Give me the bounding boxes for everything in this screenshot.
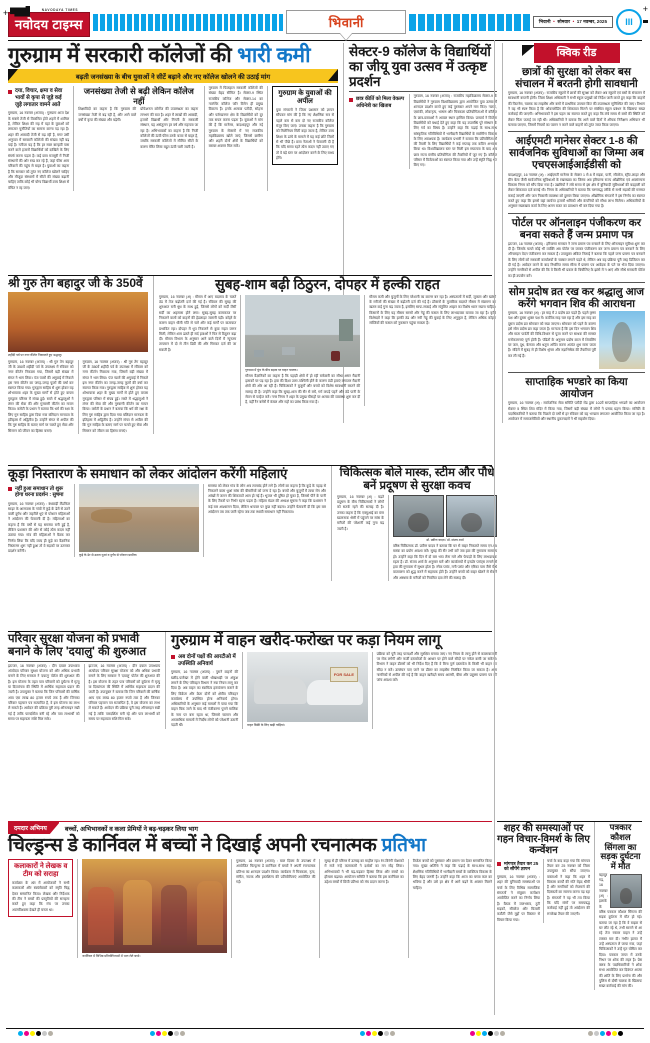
bullet-square-icon — [8, 90, 12, 94]
guru-text-b: गुरुग्राम, 16 नवम्बर (अजय) : श्री गुरु तेग बहादुर जी के 350वें शहीदी पर्व के उपलक्ष्य में रविवार को नगर कीर्तन निकाला गया, जिसमें बड़ी संख्या में संगत ने भाग लिया। पंज प्यारों की अगुवाई में निकले इस नगर कीर्तन का जगह-जगह फूलों की वर्षा कर स्वागत किया गया। गुरुद्वारा साहिब से शुरू होकर यह शोभायात्रा शहर के मुख्य मार्गों से होते हुए वापस गुरुद्वारा परिसर में संपन्न हुई। रास्ते में श्रद्धालुओं ने लंगर की सेवा की और गुरबाणी कीर्तन का गायन किया। कमेटी के प्रधान ने बताया कि धर्म की रक्षा के लिए गुरु साहिब द्वारा दिया गया बलिदान मानवता के इतिहास में अद्वितीय है। उन्होंने संगत से अपील की कि गुरु साहिब के बताए मार्ग पर चलते हुए सेवा और सिमरन को जीवन का हिस्सा बनाएं। — [82, 359, 148, 433]
footer-rule — [6, 1028, 644, 1029]
convention-headline: शहर की समस्याओं पर गहन विचार-विमर्श के लिए कन्वेंशन — [497, 823, 590, 857]
waste-photo-col — [79, 484, 199, 557]
vehicle-photo-col — [247, 652, 367, 729]
doctors-col2: वरिष्ठ चिकित्सक डॉ. प्रवीण यादव ने बताया कि घर से बाहर निकलते समय एन-95 मास्क का प्रयोग अवश्य करें। सुबह की सैर तभी करें जब हवा की गुणवत्ता सामान्य हो। उन्होंने कहा कि दिन में दो बार भाप लेना गले और फेफड़ों के लिए लाभदायक रहता है। डॉ. संजय शर्मा के अनुसार घरों और कार्यालयों में इनडोर प्लांट्स लगाने से हवा की गुणवत्ता में सुधार होता है। स्नेक प्लांट, मनी प्लांट और एरिका पाम जैसे पौधे वातावरण को शुद्ध करने में सहायक होते हैं। उन्होंने बच्चों को बाहर खेलने से रोकने और अस्थमा के मरीजों को नियमित दवा लेने की सलाह दी। — [393, 543, 497, 580]
journalist-text: बहादुरगढ़, 16 नवम्बर (अ) : इलाके के वरिष्ठ पत्रकार कौशल सिंगला की सड़क दुर्घटना में मौत हो गई। बताया जा रहा है कि वे बाइक से घर लौट रहे थे, तभी सामने से आ रहे तेज रफ्तार वाहन ने उन्हें टक्कर मार दी। गंभीर हालत में उन्हें अस्पताल ले जाया गया, जहां चिकित्सकों ने उन्हें मृत घोषित कर दिया। पत्रकार जगत में उनके निधन पर शोक की लहर है। प्रेस क्लब के पदाधिकारियों ने शोक सभा आयोजित कर दिवंगत आत्मा की शांति के लिए प्रार्थना की और पुलिस से दोषी चालक के खिलाफ सख्त कार्रवाई की मांग की। — [599, 872, 642, 989]
carnival-story — [8, 822, 492, 958]
lead-box — [272, 86, 338, 191]
waste-col2: समस्या को लेकर गांव के लोग अब लामबंद होने लगे हैं। लोगों का कहना है कि कूड़े के पहाड़ से निकलने वाला धुआं सांस की बीमारियों को जन्म दे रहा है। बच्चों और बुजुर्गों में त्वचा रोग और आंखों में जलन की शिकायतें आम हो गई हैं। भूजल भी दूषित हो चुका है, जिससे पीने के पानी के लिए टैंकरों पर निर्भर रहना पड़ता है। महिला मंडल की अध्यक्ष सुषमा ने कहा कि प्रशासन ने कई बार आश्वासन दिया, लेकिन धरातल पर कुछ नहीं बदला। उन्होंने चेतावनी दी कि इस बार आंदोलन तब तक जारी रहेगा जब तक स्थायी समाधान नहीं निकलता। — [208, 483, 326, 515]
bullet-square-icon — [349, 98, 353, 102]
dateline-city: भिवानी — [538, 19, 551, 24]
right-column-divider — [494, 40, 495, 1015]
doctors-story — [337, 466, 497, 581]
carnival-col3: विजेता बच्चों को पुरस्कार और प्रमाण पत्र देकर सम्मानित किया गया। मुख्य अतिथि ने कहा कि पढ़ाई के साथ-साथ सह-शैक्षणिक गतिविधियों में भागीदारी बच्चों के व्यक्तित्व विकास के लिए बेहद जरूरी है। उन्होंने कहा कि आज का बच्चा कल का भविष्य है और उसे हर क्षेत्र में आगे बढ़ने के अवसर मिलने चाहिए। — [412, 858, 493, 890]
carnival-col2: सुबह से ही परिसर में उत्साह का माहौल रहा। रंग-बिरंगी पोशाकों में सजे नन्हे कलाकारों ने दर्शकों का मन मोह लिया। अभिभावकों ने भी बढ़-चढ़कर हिस्सा लिया और बच्चों का हौसला बढ़ाया। आयोजन समिति ने बताया कि इस कार्निवल का उद्देश्य बच्चों में छिपी प्रतिभा को मंच प्रदान करना है। — [324, 858, 404, 885]
masthead — [3, 0, 648, 39]
doctors-caption: डॉ. प्रवीण यादव / डॉ. संजय शर्मा — [426, 537, 464, 542]
landfill-photo — [79, 484, 199, 552]
weather-col1: गुरुग्राम, 16 नवम्बर (अ) : मौसम में आए बदलाव के चलते ठंड में तेज बढ़ोतरी दर्ज की गई है। रविवार की सुबह की शुरुआत घनी धुंध के साथ हुई, जिससे लोगों को सर्दी जैसी सर्दी का अहसास होने लगा। सुबह-सुबह कामकाज पर निकलने वालों को वाहनों की हेडलाइट जलानी पड़ी। कोहरे के कारण वाहन धीमी गति से चले और कई मार्गों पर यातायात प्रभावित रहा। दोपहर में धूप निकलने से कुछ राहत जरूर मिली, लेकिन शाम ढलते ही सर्द हवाओं ने फिर से ठिठुरन बढ़ा दी। मौसम विभाग के अनुसार आने वाले दिनों में न्यूनतम तापमान में दो से तीन डिग्री की और गिरावट दर्ज की जा सकती है। — [159, 294, 237, 352]
lead-col3-text: गुरुग्राम में फिलहाल सरकारी कॉलेजों की संख्या बेहद सीमित है। सेक्टर-9 स्थित राजकीय कॉलेज और सेक्टर-14 का गवर्नमेंट कॉलेज फॉर विमेन ही प्रमुख विकल्प हैं। इनके अलावा पटौदी, सोहना और फर्रुखनगर क्षेत्र के विद्यार्थियों को दूर तक सफर करना पड़ता है। युवाओं ने मांग की है कि मानेसर, बादशाहपुर और नई गुरुग्राम के सेक्टरों में नए राजकीय महाविद्यालय खोले जाएं, जिससे ग्रामीण और शहरी दोनों क्षेत्रों के विद्यार्थियों को बराबर अवसर मिल सकें। — [208, 86, 263, 149]
journalist-photo — [610, 874, 642, 908]
lead-col2a-text: शिक्षाविदों का कहना है कि गुरुग्राम की जनसंख्या तेजी से बढ़ रही है, और आने वाले वर्षों में कृपा की संख्या और बढ़ेगी। — [78, 107, 137, 122]
quick-read-item-0-headline: छात्रों की सुरक्षा को लेकर बस संचालन में बरतनी होगी सावधानी — [515, 66, 638, 91]
lead-headline: गुरुग्राम में सरकारी कॉलेजों की भारी कमी — [8, 44, 311, 67]
quick-read-item-4-headline: साप्ताहिक भण्डारे का किया आयोजन — [525, 376, 628, 401]
bullet-square-icon — [8, 487, 12, 491]
quick-read-item-4-text: गुरुग्राम, 16 नवम्बर (अ) : सार्वजनिक सेवा समिति पटौदी रोड द्वारा 102वें साप्ताहिक भण्डारे का आयोजन सेक्टर 5 स्थित शिव मंदिर में किया गया, जिसमें बड़ी संख्या में लोगों ने प्रसाद ग्रहण किया। समिति के पदाधिकारियों ने बताया कि पिछले दो वर्षों से हर रविवार को यह भण्डारा लगातार आयोजित किया जा रहा है। आयोजन में समाजसेवियों और स्थानीय दुकानदारों ने भी सहयोग दिया। — [508, 401, 645, 422]
sector9-kicker-col — [349, 94, 405, 168]
doctors-photo-col — [393, 495, 497, 581]
carnival-tag: दमदार अभिनय — [8, 822, 59, 834]
lead-col-2 — [78, 86, 199, 191]
bullet-square-icon — [497, 862, 501, 866]
waste-story — [8, 466, 326, 581]
publication-logo — [8, 8, 90, 37]
dayalu-headline: परिवार सुरक्षा योजना को प्रभावी बनाने के लिए 'दयालु' की शुरुआत — [8, 633, 147, 658]
guru-story — [8, 276, 148, 434]
dayalu-story — [8, 632, 160, 729]
sector9-headline: सेक्टर-9 कॉलेज के विद्यार्थियों का जीयू युवा उत्सव में उत्कृष्ट प्रदर्शन — [349, 44, 491, 90]
weather-col3: मौसम वैज्ञानिकों का कहना है कि पहाड़ी क्षेत्रों में हो रही बर्फबारी का सीधा असर मैदानी इलाकों पर पड़ रहा है। हवा की दिशा उत्तर-पश्चिमी होने के कारण ठंडी हवाएं लगातार मैदानी क्षेत्रों की ओर आ रही हैं। चिकित्सकों ने बुजुर्गों और बच्चों को विशेष सावधानी बरतने की सलाह दी है। उन्होंने कहा कि सुबह-शाम की सैर से बचें, गर्म कपड़े पहनें और ठंडे पानी के सेवन से परहेज करें। नगर निगम ने शहर के प्रमुख चौराहों पर अलाव की व्यवस्था शुरू कर दी है, वहीं रैन बसेरों में कंबल और गद्दों का प्रबंध किया गया है। — [245, 373, 361, 405]
used-cars-photo: FOR SALE — [247, 652, 367, 722]
convention-story — [497, 822, 590, 990]
band-3 — [8, 466, 497, 581]
weather-photo-col — [245, 295, 360, 406]
convention-kicker-col — [497, 859, 540, 923]
lead-box-title: गुरुग्राम के युवाओं की अपील — [278, 90, 332, 106]
quick-read-item-3-headline: सोम प्रदोष व्रत रख कर श्रद्धालु आज करेंगे भगवान शिव की आराधना — [508, 286, 645, 311]
crop-mark-right: + — [642, 4, 648, 14]
vehicle-caption: वाहन बिक्री के लिए खड़ी गाड़ियां। — [247, 722, 285, 727]
dayalu-col2: झज्जर, 16 नवम्बर (अजय) : दीन दयाल उपाध्याय अंत्योदय परिवार सुरक्षा योजना को और अधिक प्रभावी बनाने के लिए सरकार ने 'दयालु' पोर्टल की शुरुआत की है। इस योजना के तहत पात्र परिवारों को दुर्घटना में मृत्यु या दिव्यांगता की स्थिति में आर्थिक सहायता प्रदान की जाती है। उपायुक्त ने बताया कि जिन परिवारों की वार्षिक आय एक लाख 80 हजार रुपये तक है और जिनका परिवार पहचान पत्र सत्यापित है, वे इस योजना का लाभ ले सकते हैं। आवेदन की प्रक्रिया पूरी तरह ऑनलाइन रखी गई है ताकि पारदर्शिता बनी रहे और पात्र लाभार्थी को समय पर सहायता राशि मिल सके। — [88, 663, 160, 721]
dateline-day: सोमवार — [557, 19, 571, 24]
vehicle-headline: गुरुग्राम में वाहन खरीद-फरोख्त पर कड़ा नियम लागू — [171, 632, 441, 649]
lead-col-1 — [8, 86, 69, 191]
weather-col4: मौसम कमी और बुजुर्गों के लिए परेशानी का कारण बन रहा है। अस्पतालों में सर्दी, जुकाम और खांसी के मरीजों की संख्या में बढ़ोतरी दर्ज की गई है। डॉक्टरों के मुताबिक बदलते मौसम में संक्रमण का खतरा कई गुना बढ़ जाता है, इसलिए साफ-सफाई और संतुलित आहार का विशेष ध्यान रखना चाहिए। किसानों के लिए यह मौसम सरसों और गेहूं की फसल के लिए लाभदायक बताया जा रहा है। कृषि विशेषज्ञों ने कहा कि हल्की ठंड और नमी गेहूं की बुवाई के लिए अनुकूल है, लेकिन अधिक कोहरा सब्जियों की फसल को नुकसान पहुंचा सकता है। — [369, 294, 496, 326]
city-edition-label: भिवानी — [328, 15, 364, 30]
lead-kicker: दया, विचार, क्षमा व सेवा भावों से कृपा से जुड़े कई जुड़े लगातार वामने आते — [8, 88, 69, 108]
dateline: भिवानी • सोमवार • 17 नवम्बर, 2025 — [533, 16, 613, 28]
logo-kicker: NAVODAYA TIMES — [41, 7, 79, 12]
dateline-date: 17 नवम्बर, 2025 — [576, 19, 608, 24]
decorative-bars-left — [93, 14, 283, 31]
lead-box-text: युवा संगठनों ने जिला प्रशासन को ज्ञापन सौंपकर मांग की है कि नए शैक्षणिक सत्र से पहले कम से कम दो नए राजकीय कॉलेज मंजूर किए जाएं। उनका कहना है कि गुरुग्राम को मिलेनियम सिटी कहा जाता है, लेकिन उच्च शिक्षा के ढांचे के मामले में यह कई छोटे जिलों से भी पीछे है। छात्र नेताओं ने चेतावनी दी है कि यदि समय रहते ठोस कदम नहीं उठाए गए तो वे बड़े स्तर पर आंदोलन करने के लिए बाध्य होंगे। — [275, 108, 334, 160]
carnival-box-title: कलाकारों ने लेखक व टीम को सराहा — [14, 862, 68, 878]
doctors-col1: गुरुग्राम, 16 नवम्बर (अ) : बढ़ते प्रदूषण के बीच चिकित्सकों ने लोगों को सतर्क रहने की सलाह दी है। उनका कहना है कि एक्यूआई का स्तर खतरनाक श्रेणी में पहुंचने पर सांस के मरीजों की परेशानी कई गुना बढ़ जाती है। — [337, 494, 384, 531]
carnival-box-text: कार्यक्रम के अंत में आयोजकों ने सभी कलाकारों और स्वयंसेवकों को स्मृति चिह्न देकर सम्मानित किया। लेखक और निर्देशक की टीम ने बच्चों की प्रस्तुतियों की सराहना करते हुए कहा कि मंच पर उनका आत्मविश्वास देखते ही बनता था। — [12, 881, 70, 912]
convention-kicker: मांगपत्र तैयार कर 25 को सौंपेंगे ज्ञापन — [497, 861, 540, 872]
lead-col-3 — [209, 86, 263, 191]
quick-read-item-1-headline: आईएमटी मानेसर सेक्टर 1-8 की सार्वजनिक सुविधाओं का जिम्मा अब एचएसआईआईडीसी को — [509, 135, 644, 172]
doctors-headline: चिकित्सक बोले मास्क, स्टीम और पौधे बनें प्रदूषण से सुरक्षा कवच — [339, 467, 495, 492]
band-5-right — [497, 822, 642, 990]
carnival-headline: चिल्ड्रन्स डे कार्निवल में बच्चों ने दिखाई अपनी रचनात्मक प्रतिभा — [8, 835, 426, 856]
carnival-photo-col — [82, 859, 227, 958]
guru-caption: शहीदी पर्व पर नगर कीर्तन निकालते हुए श्रद्धालु। — [8, 353, 63, 358]
registration-marks — [0, 1031, 650, 1041]
lead-col1-text: गुरुग्राम, 16 नवम्बर (अजय) : गुरुग्राम आज देश के सबसे तेजी से विकसित होते शहरों में शामिल है, लेकिन शिक्षा की राह में यहां के युवाओं को लगातार चुनौतियों का सामना करना पड़ रहा है। शहर की आबादी तेजी से बढ़ रही है, मगर उसी अनुपात में सरकारी कॉलेजों की संख्या नहीं बढ़ पाई है। नतीजा यह है कि हर साल बारहवीं पास करने वाले हजारों विद्यार्थियों को दाखिले के लिए संघर्ष करना पड़ता है। कई छात्र मजबूरी में निजी संस्थानों की ओर रुख कर रहे हैं, जहां फीस आम परिवारों की पहुंच से बाहर है। युवाओं का कहना है कि सरकार को तुरंत नए कॉलेज खोलने चाहिए और मौजूदा संस्थानों में सीटों की संख्या बढ़ानी चाहिए ताकि कोई भी योग्य विद्यार्थी उच्च शिक्षा से वंचित न रह जाए। — [8, 111, 70, 190]
waste-kicker-col — [8, 484, 70, 557]
doctor-photo-2 — [446, 495, 497, 537]
band-4 — [8, 632, 497, 729]
quick-read-item-2-headline: पोर्टल पर ऑनलाइन पंजीकरण कर बनवा सकते हैं जन्म प्रमाण पत्र — [511, 216, 642, 241]
waste-caption: कूड़े के ढेर से उठता धुआं व दुर्गंध से परेशान ग्रामीण। — [79, 552, 138, 557]
quick-read-label: क्विक रीड — [534, 43, 620, 63]
quick-read-section — [508, 43, 645, 423]
sector9-text: गुरुग्राम, 16 नवम्बर (अजय) : राजकीय महाविद्यालय सेक्टर-9 के विद्यार्थियों ने गुरुग्राम विश्वविद्यालय द्वारा आयोजित युवा उत्सव में शानदार प्रदर्शन करते हुए कई पुरस्कार अपने नाम किए। नाटक, एकांकी, लोकनृत्य, भाषण और चित्रकला प्रतियोगिताओं में कॉलेज के छात्र-छात्राओं ने अव्वल स्थान हासिल किया। प्राचार्य ने विजेता विद्यार्थियों को बधाई देते हुए कहा कि यह उपलब्धि पूरे संस्थान के लिए गर्व का विषय है। उन्होंने कहा कि पढ़ाई के साथ-साथ सांस्कृतिक गतिविधियों में भागीदारी विद्यार्थियों के सर्वांगीण विकास के लिए आवश्यक है। कार्यक्रम प्रभारी ने बताया कि प्रतियोगिताओं की तैयारी के लिए विद्यार्थियों ने कई सप्ताह तक कठिन अभ्यास किया था। विश्वविद्यालय स्तर पर मिली इस सफलता के बाद अब छात्र राज्य स्तरीय प्रतियोगिता की तैयारियों में जुट गए हैं। कॉलेज परिसर में विजेताओं का स्वागत किया गया और उन्हें स्मृति चिह्न भेंट किए गए। — [413, 94, 497, 168]
lead-col2b-text: प्रोफेशनल कोर्सेज की उपलब्धता का कहना लगभग की बात है। शहर में लाखों की आबादी, हजारों विद्यार्थी और गिनती के सरकारी संस्थान, यह असंतुलन हर वर्ष और गहराता जा रहा है। अभिभावकों का कहना है कि निजी कॉलेजों की ऊंची फीस उनके बजट से बाहर है, जबकि सरकारी कॉलेजों में सीमित सीटों के कारण मेरिट लिस्ट बहुत ऊंची चली जाती है। — [140, 107, 199, 149]
quick-read-item-3-text: गुरुग्राम, 16 नवम्बर (अ) : हर माह में 2 प्रदोष व्रत पड़ते हैं। पहले कृष्ण पक्ष और दूसरा शुक्ल पक्ष में। कार्तिक माह चल रहा है और इस माह का दूसरा प्रदोष व्रत सोमवार को रखा जाएगा। सोमवार को पड़ने के कारण इसे सोम प्रदोष व्रत कहा जाता है। मान्यता है कि इस दिन भगवान शिव और माता पार्वती की विधि-विधान से पूजा करने पर साधक की समस्त मनोकामनाएं पूर्ण होती हैं। पंडितों के अनुसार प्रदोष काल में शिवलिंग पर जल, दूध, बेलपत्र और धतूरा अर्पित करना अत्यंत शुभ माना जाता है। मंदिरों में सुबह से ही विशेष श्रृंगार और रुद्राभिषेक की तैयारियां पूरी कर ली गई हैं। — [508, 311, 596, 358]
journalist-headline: पत्रकार कौशल सिंगला का सड़क दुर्घटना में मौत — [600, 822, 641, 872]
fog-road-photo — [245, 295, 360, 367]
nagar-kirtan-photo — [8, 292, 148, 352]
doctor-photo-1 — [393, 495, 444, 537]
vehicle-kicker-col — [171, 652, 238, 729]
lead-col2-head: जनसंख्या तेजी से बढ़ी लेकिन कॉलेज नहीं — [83, 86, 194, 106]
vehicle-story — [171, 632, 497, 729]
waste-kicker: नहीं हुआ समाधान तो शुरू होगा धरना प्रदर्शन : सुषमा — [8, 486, 70, 499]
shiva-photo — [599, 311, 645, 369]
vehicle-kicker: अब दोनों पक्षों की आरटीओ में उपस्थिति अनिवार्य — [171, 654, 238, 668]
masthead-rule — [8, 40, 642, 41]
weather-story — [159, 276, 496, 434]
quick-read-item-2-text: झज्जर, 16 नवम्बर (अजय) : हरियाणा सरकार ने जन्म प्रमाण पत्र बनवाने के लिए ऑनलाइन सुविधा शुरू कर दी है। जिसके चलते कोई भी व्यक्ति अब पोर्टल पर जाकर पंजीकरण कर जन्म प्रमाण पत्र बनवाने के लिए ऑनलाइन वेदन पंजीकरण कर सकता है। उपायुक्त अंकित निलाई ने बताया कि पहले जन्म प्रमाण पत्र बनवाने के लिए लोगों को सरकारी कार्यालयों के चक्कर लगाने पड़ते थे, लेकिन अब यह प्रक्रिया पूरी तरह डिजिटल कर दी गई है। आवेदन करने के बाद निर्धारित समय सीमा में प्रमाण पत्र आवेदक के पते पर भेज दिया जाएगा। उन्होंने नागरिकों से अपील की कि वे किसी भी प्रकार के बिचौलिए के झांसे में न आएं और सीधे सरकारी पोर्टल का ही उपयोग करें। — [508, 241, 645, 278]
carnival-photo — [82, 859, 227, 953]
carnival-box-col — [8, 859, 73, 958]
logo-name: नवोदय टाइम्स — [8, 12, 90, 37]
waste-col1: गुरुग्राम, 16 नवम्बर (अजय) : बंधवाड़ी लैंडफिल साइट के आसपास के गांवों में कूड़े के ढेरों से उठने वाली दुर्गंध और जहरीले धुएं से परेशान महिलाओं ने आंदोलन की चेतावनी दी है। महिलाओं का कहना है कि वर्षों से यह समस्या बनी हुई है, लेकिन प्रशासन की ओर से कोई ठोस कदम नहीं उठाया गया। गांव की महिलाओं ने बैठक कर निर्णय लिया कि यदि जल्द ही कूड़े का वैज्ञानिक निस्तारण शुरू नहीं हुआ तो वे सड़कों पर उतरकर प्रदर्शन करेंगी। — [8, 501, 70, 554]
convention-col1: गुरुग्राम, 16 नवम्बर (अजय) : शहर की बुनियादी समस्याओं पर चर्चा के लिए विभिन्न सामाजिक संगठनों ने संयुक्त कन्वेंशन आयोजित करने का निर्णय लिया है। बैठक में जलभराव, टूटी सड़कों, सीवरेज और बिजली कटौती जैसे मुद्दों पर विस्तार से विचार किया गया। — [497, 875, 540, 922]
guru-text-a: गुरुग्राम, 16 नवम्बर (अजय) : श्री गुरु तेग बहादुर जी के 350वें शहीदी पर्व के उपलक्ष्य में रविवार को नगर कीर्तन निकाला गया, जिसमें बड़ी संख्या में संगत ने भाग लिया। पंज प्यारों की अगुवाई में निकले इस नगर कीर्तन का जगह-जगह फूलों की वर्षा कर स्वागत किया गया। गुरुद्वारा साहिब से शुरू होकर यह शोभायात्रा शहर के मुख्य मार्गों से होते हुए वापस गुरुद्वारा परिसर में संपन्न हुई। रास्ते में श्रद्धालुओं ने लंगर की सेवा की और गुरबाणी कीर्तन का गायन किया। कमेटी के प्रधान ने बताया कि धर्म की रक्षा के लिए गुरु साहिब द्वारा दिया गया बलिदान मानवता के इतिहास में अद्वितीय है। उन्होंने संगत से अपील की कि गुरु साहिब के बताए मार्ग पर चलते हुए सेवा और सिमरन को जीवन का हिस्सा बनाएं। — [8, 359, 74, 433]
guru-headline: श्री गुरु तेग बहादुर जी के 350वें — [8, 276, 143, 290]
band-2 — [8, 276, 496, 434]
decorative-bars-right — [409, 14, 529, 31]
carnival-caption: कार्निवल में विभिन्न प्रतियोगिताओं में भाग लेते बच्चे। — [82, 953, 141, 958]
sector9-kicker: छात्र कीर्ति को मिला वेकल्प अधिनेत्री का खिताब — [349, 96, 405, 109]
city-edition-tab[interactable] — [286, 10, 406, 34]
carnival-col1: गुरुग्राम, 16 नवम्बर (अजय) : बाल दिवस के उपलक्ष्य में आयोजित चिल्ड्रन्स डे कार्निवल में बच्चों ने अपनी रचनात्मक प्रतिभा का शानदार प्रदर्शन किया। कार्यक्रम में चित्रकला, नृत्य, संगीत, नाटक और हस्तशिल्प की प्रतियोगिताएं आयोजित की गईं। — [236, 858, 316, 885]
crop-mark-left: + — [3, 8, 9, 18]
carnival-kicker: बच्चों, अभिभावकों व कला प्रेमियों ने बढ़-चढ़कर लिया भाग — [64, 825, 198, 833]
dayalu-col1: झज्जर, 16 नवम्बर (अजय) : दीन दयाल उपाध्याय अंत्योदय परिवार सुरक्षा योजना को और अधिक प्रभावी बनाने के लिए सरकार ने 'दयालु' पोर्टल की शुरुआत की है। इस योजना के तहत पात्र परिवारों को दुर्घटना में मृत्यु या दिव्यांगता की स्थिति में आर्थिक सहायता प्रदान की जाती है। उपायुक्त ने बताया कि जिन परिवारों की वार्षिक आय एक लाख 80 हजार रुपये तक है और जिनका परिवार पहचान पत्र सत्यापित है, वे इस योजना का लाभ ले सकते हैं। आवेदन की प्रक्रिया पूरी तरह ऑनलाइन रखी गई है ताकि पारदर्शिता बनी रहे और पात्र लाभार्थी को समय पर सहायता राशि मिल सके। — [8, 663, 80, 721]
quick-read-item-0-text: गुरुग्राम, 16 नवम्बर (अजय) : राजकीय स्कूलों में छात्रों की सुरक्षा को लेकर अब स्कूलों एवं बसों के संचालन में सावधानी बरतनी होगी। जिला शिक्षा अधिकारी ने सभी स्कूल प्रमुखों को निर्देश जारी करते हुए कहा कि वाहनों की फिटनेस, चालक का लाइसेंस और बसों में प्राथमिक उपचार किट की उपलब्धता सुनिश्चित की जाए। विभाग ने यह भी स्पष्ट किया है कि ओवरलोडिंग की शिकायत मिलने पर संबंधित स्कूल प्रबंधन के खिलाफ सख्त कार्रवाई की जाएगी। अभिभावकों ने इस पहल का स्वागत करते हुए कहा कि लंबे समय से बसों की स्थिति को लेकर चिंता जताई जा रही थी। अधिकारियों ने बताया कि आने वाले दिनों में औचक निरीक्षण अभियान भी चलाया जाएगा, जिसमें नियमों का पालन न करने वाले वाहनों को तुरंत जब्त किया जाएगा। — [508, 91, 645, 127]
weather-caption: गुरुग्राम में धुंध के बीच सड़क पर वाहन चालक। — [245, 367, 298, 372]
bullet-square-icon — [171, 655, 175, 659]
quick-read-item-1-text: बादशाहपुर, 16 नवम्बर (अ) : आईएमटी मानेसर के सेक्टर 1 से 8 में सड़क, पानी, सीवरेज, स्ट्रीट-लाइट और ग्रीन बेल्ट जैसी सार्वजनिक सुविधाओं के रखरखाव का जिम्मा अब हरियाणा राज्य औद्योगिक एवं अवसंरचना विकास निगम को सौंप दिया गया है। उद्यमियों ने लंबे समय से इस क्षेत्र में बुनियादी सुविधाओं की बदहाली को लेकर शिकायत दर्ज कराई थी। निगम के अधिकारियों ने बताया कि चरणबद्ध तरीके से सभी सड़कों की मरम्मत कराई जाएगी और जल निकासी व्यवस्था को दुरुस्त किया जाएगा। औद्योगिक संगठनों ने इस निर्णय का स्वागत करते हुए कहा कि इससे यहां कार्यरत हजारों श्रमिकों और कंपनियों को सीधा लाभ मिलेगा। अधिकारियों के अनुसार रखरखाव कार्य के लिए अलग बजट का प्रावधान भी कर दिया गया है। — [508, 172, 645, 209]
waste-headline: कूड़ा निस्तारण के समाधान को लेकर आंदोलन करेंगी महिलाएं — [8, 466, 288, 481]
vehicle-col1: गुरुग्राम, 16 नवम्बर (अजय) : पुराने वाहनों की खरीद-फरोख्त में होने वाली धोखाधड़ी पर अंकुश लगाने के लिए परिवहन विभाग ने नया नियम लागू कर दिया है। अब वाहन का स्वामित्व हस्तांतरण कराने के लिए विक्रेता और क्रेता दोनों को क्षेत्रीय परिवहन कार्यालय में उपस्थित होना अनिवार्य होगा। अधिकारियों के अनुसार कई मामलों में पाया गया कि वाहन बिक जाने के बाद भी पंजीकरण पुराने मालिक के नाम पर बना रहता था, जिससे चालान और आपराधिक मामलों में निर्दोष लोगों को परेशानी उठानी पड़ती थी। — [171, 670, 239, 728]
edition-mark: III — [616, 9, 642, 35]
journalist-story — [599, 822, 642, 990]
vehicle-col3: प्रक्रिया को पूरी तरह पारदर्शी और सुरक्षित बनाया जाए। नए नियम के लागू होने से कालाबाजारी पर रोक लगेगी और फर्जी दस्तावेजों के आधार पर होने वाले सौदों पर नकेल कसी जा सकेगी। विभाग ने वाहन डीलरों को भी निर्देश दिए हैं कि वे बिना पूर्ण दस्तावेज के किसी भी वाहन का सौदा न करें। उल्लंघन पाए जाने पर डीलर का लाइसेंस निलंबित किया जा सकता है। आम नागरिकों से अपील की गई है कि वाहन खरीदते समय आरसी, बीमा और प्रदूषण प्रमाण पत्र की जांच अवश्य करें। — [376, 651, 497, 683]
weather-headline: सुबह-शाम बढ़ी ठिठुरन, दोपहर में हल्की राहत — [215, 276, 440, 292]
lead-subheadline: बढ़ती जनसंख्या के बीच युवाओं ने सीटें बढ़ाने और नए कॉलेज खोलने की उठाई मांग — [8, 69, 338, 83]
convention-col2: चर्चा के बाद कहा गया कि मांगपत्र तैयार कर 25 नवम्बर को जिला उपायुक्त को सौंपा जाएगा। वक्ताओं ने कहा कि शहर में विकास कार्यों की गति बेहद धीमी है और नागरिकों को रोजमर्रा की दिक्कतों का सामना करना पड़ रहा है। संगठनों ने यह भी तय किया कि यदि मांगों पर समयबद्ध कार्रवाई नहीं हुई तो आंदोलन की रूपरेखा तैयार की जाएगी। — [547, 858, 590, 916]
